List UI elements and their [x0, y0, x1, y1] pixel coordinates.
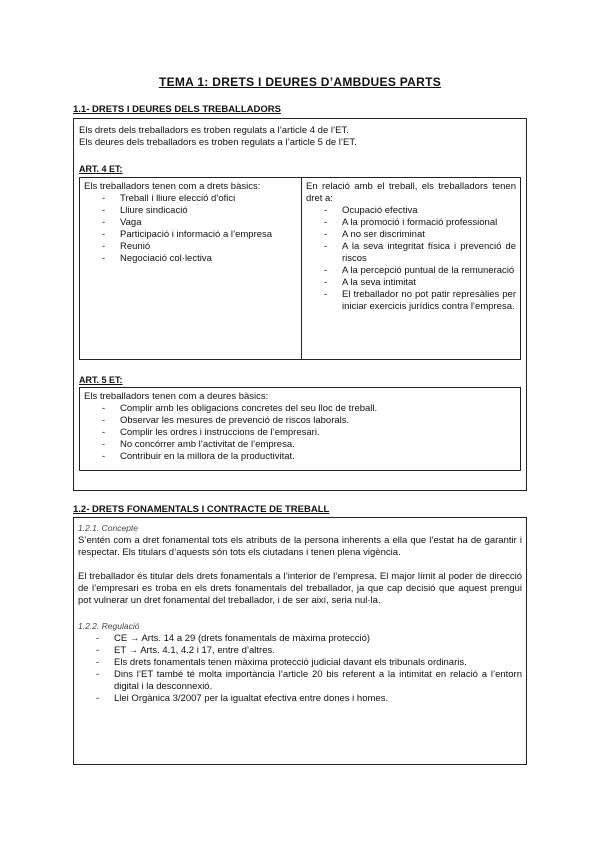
- list-item: - Negociació col·lectiva: [84, 253, 297, 265]
- intro-text: [79, 125, 519, 149]
- section-box-1-1: [73, 118, 527, 491]
- list-item: - ET → Arts. 4.1, 4.2 i 17, entre d’altres.: [78, 645, 522, 657]
- list-item: - No concórrer amb l’activitat de l’empresa.: [84, 439, 514, 451]
- list-item: - Contribuir en la millora de la productivitat.: [84, 451, 514, 463]
- list-item: - Complir les ordres i instruccions de l’empresari.: [84, 427, 514, 439]
- list-item: - Vaga: [84, 217, 297, 229]
- list-item: - A la promoció i formació professional: [306, 217, 516, 229]
- intro-line: Els drets dels treballadors es troben regulats a l’article 4 de l’ET.: [79, 125, 349, 136]
- art4-right-intro: En relació amb el treball, els treballadors tenen dret a:: [306, 181, 516, 204]
- art5-box: [79, 387, 521, 471]
- list-item: - El treballador no pot patir represàlies per iniciar exercicis jurídics contra l’empresa.: [306, 289, 516, 313]
- list-item: - Observar les mesures de prevenció de riscos laborals.: [84, 415, 514, 427]
- list-item: - CE → Arts. 14 a 29 (drets fonamentals de màxima protecció): [78, 633, 522, 645]
- list-item: - A no ser discriminat: [306, 229, 516, 241]
- section-1-2-content: [78, 523, 522, 705]
- list-item: - Lliure sindicació: [84, 205, 297, 217]
- art5-intro: Els treballadors tenen com a deures bàsics:: [84, 391, 269, 402]
- list-item: - Treball i lliure elecció d’ofici: [84, 193, 297, 205]
- concept-label: 1.2.1. Concepte: [78, 523, 139, 533]
- art4-left-intro: Els treballadors tenen com a drets bàsics:: [84, 181, 261, 192]
- list-item: - Complir amb les obligacions concretes del seu lloc de treball.: [84, 403, 514, 415]
- list-item: - A la seva integritat física i prevenció de riscos: [306, 241, 516, 265]
- list-item: - A la percepció puntual de la remuneració: [306, 265, 516, 277]
- art4-label: ART. 4 ET:: [79, 164, 123, 174]
- section-heading-1-1: 1.1- DRETS I DEURES DELS TREBALLADORS: [73, 104, 281, 115]
- section-box-1-2: [73, 517, 527, 765]
- page-title: TEMA 1: DRETS I DEURES D’AMBDUES PARTS: [158, 75, 442, 89]
- art5-content: [84, 391, 514, 463]
- list-item: - Ocupació efectiva: [306, 205, 516, 217]
- list-item: - Participació i informació a l’empresa: [84, 229, 297, 241]
- art4-right-column: [306, 181, 516, 313]
- art4-table: [79, 177, 521, 360]
- concept-paragraph-1: S’entén com a dret fonamental tots els atributs de la persona inherents a ella que l’estat ha de garantir i respectar. Els titulars d’aquests són tots els ciutadans i tenen plena vigència.: [78, 535, 522, 558]
- art4-left-column: [84, 181, 297, 265]
- regulation-label: 1.2.2. Regulació: [78, 621, 140, 631]
- list-item: - Llei Orgànica 3/2007 per la igualtat efectiva entre dones i homes.: [78, 693, 522, 705]
- art5-label: ART. 5 ET:: [79, 375, 123, 385]
- concept-paragraph-2: El treballador és titular dels drets fonamentals a l’interior de l’empresa. El major límit al poder de direcció de l’empresari es troba en els drets fonamentals del treballador, ja que cap decisió que aquest prengui pot vulnerar un dret fonamental del treballador, i de ser així, seria nul·la.: [78, 571, 522, 606]
- list-item: - Dins l’ET també té molta importància l’article 20 bis referent a la intimitat en relació a l’entorn digital i la desconnexió.: [78, 669, 522, 693]
- list-item: - A la seva intimitat: [306, 277, 516, 289]
- section-heading-1-2: 1.2- DRETS FONAMENTALS I CONTRACTE DE TREBALL: [73, 504, 330, 515]
- list-item: - Els drets fonamentals tenen màxima protecció judicial davant els tribunals ordinaris.: [78, 657, 522, 669]
- column-divider: [301, 178, 302, 359]
- intro-line: Els deures dels treballadors es troben regulats a l’article 5 de l’ET.: [79, 137, 357, 148]
- list-item: - Reunió: [84, 241, 297, 253]
